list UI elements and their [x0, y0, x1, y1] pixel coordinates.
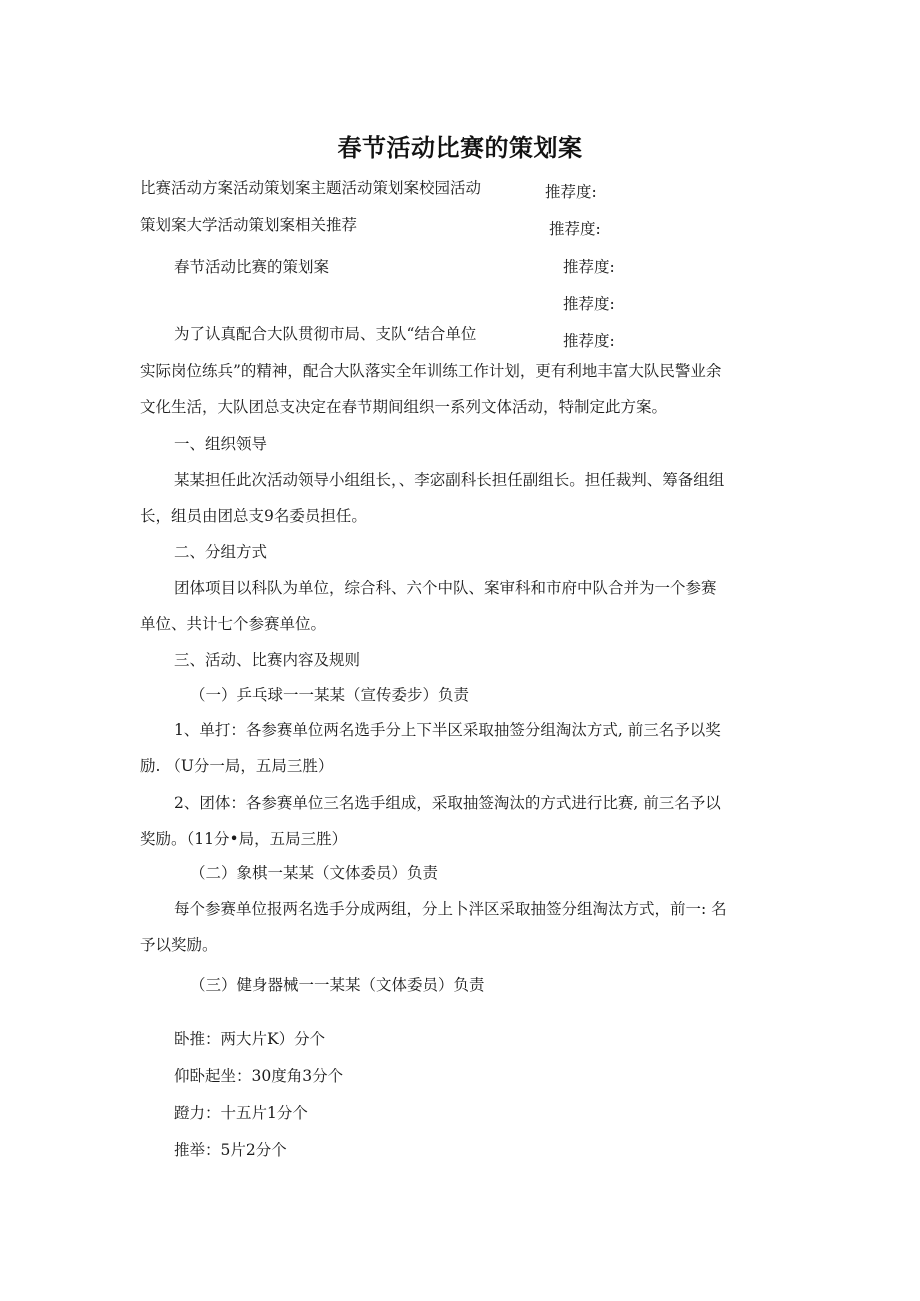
- related-line-1: 比赛活动方案活动策划案主题活动策划案校园活动: [140, 179, 482, 197]
- intro-line-1: 为了认真配合大队贯彻市局、支队“结合单位: [174, 325, 477, 343]
- list-item: 推举：5片2分个: [174, 1141, 287, 1159]
- related-line-2: 策划案大学活动策划案相关推荐: [140, 216, 358, 234]
- paragraph-line: 某某担任此次活动领导小组组长，、李宓副科长担任副组长。担任裁判、筹备组组: [174, 471, 725, 489]
- subsection-heading: （二）象棋一某某（文体委员）负责: [190, 864, 439, 882]
- subsection-heading: （一）乒乓球一一某某（宣传委步）负责: [190, 686, 470, 704]
- paragraph-line: 励. （U分一局，五局三胜）: [140, 757, 334, 775]
- paragraph-line: 团体项目以科队为单位，综合科、六个中队、案审科和市府中队合并为一个参赛: [174, 579, 717, 597]
- list-item: 蹬力：十五片1分个: [174, 1104, 308, 1122]
- subsection-heading: （三）健身器械一一某某（文体委员）负责: [190, 976, 485, 994]
- paragraph-line: 长，组员由团总支9名委员担任。: [140, 507, 367, 525]
- list-item: 仰卧起坐：30度角3分个: [174, 1067, 344, 1085]
- recommend-label: 推荐度:: [563, 332, 615, 350]
- recommend-label: 推荐度:: [563, 295, 615, 313]
- list-item: 卧推：两大片K）分个: [174, 1030, 326, 1048]
- recommend-label: 推荐度:: [563, 258, 615, 276]
- paragraph-line: 单位、共计七个参赛单位。: [140, 615, 327, 633]
- intro-line-3: 文化生活，大队团总支决定在春节期间组织一系列文体活动，特制定此方案。: [140, 398, 668, 416]
- paragraph-line: 每个参赛单位报两名选手分成两组，分上卜泮区采取抽签分组淘汰方式，前一: 名: [174, 900, 727, 918]
- recommend-label: 推荐度:: [545, 183, 597, 201]
- intro-line-2: 实际岗位练兵”的精神，配合大队落实全年训练工作计划，更有利地丰富大队民警业余: [140, 362, 722, 380]
- paragraph-line: 予以奖励。: [140, 936, 218, 954]
- paragraph-line: 奖励。（11分•局，五局三胜）: [140, 830, 348, 848]
- paragraph-line: 2、团体：各参赛单位三名选手组成，采取抽签淘汰的方式进行比赛, 前三名予以: [174, 794, 721, 812]
- section-heading: 三、活动、比赛内容及规则: [174, 651, 361, 669]
- section-heading: 一、组织领导: [174, 435, 268, 453]
- section-heading: 二、分组方式: [174, 543, 268, 561]
- document-title: 春节活动比赛的策划案: [337, 134, 583, 162]
- related-subtitle: 春节活动比赛的策划案: [174, 258, 330, 276]
- paragraph-line: 1、单打：各参赛单位两名选手分上下半区采取抽签分组淘汰方式, 前三名予以奖: [174, 721, 721, 739]
- recommend-label: 推荐度:: [549, 220, 601, 238]
